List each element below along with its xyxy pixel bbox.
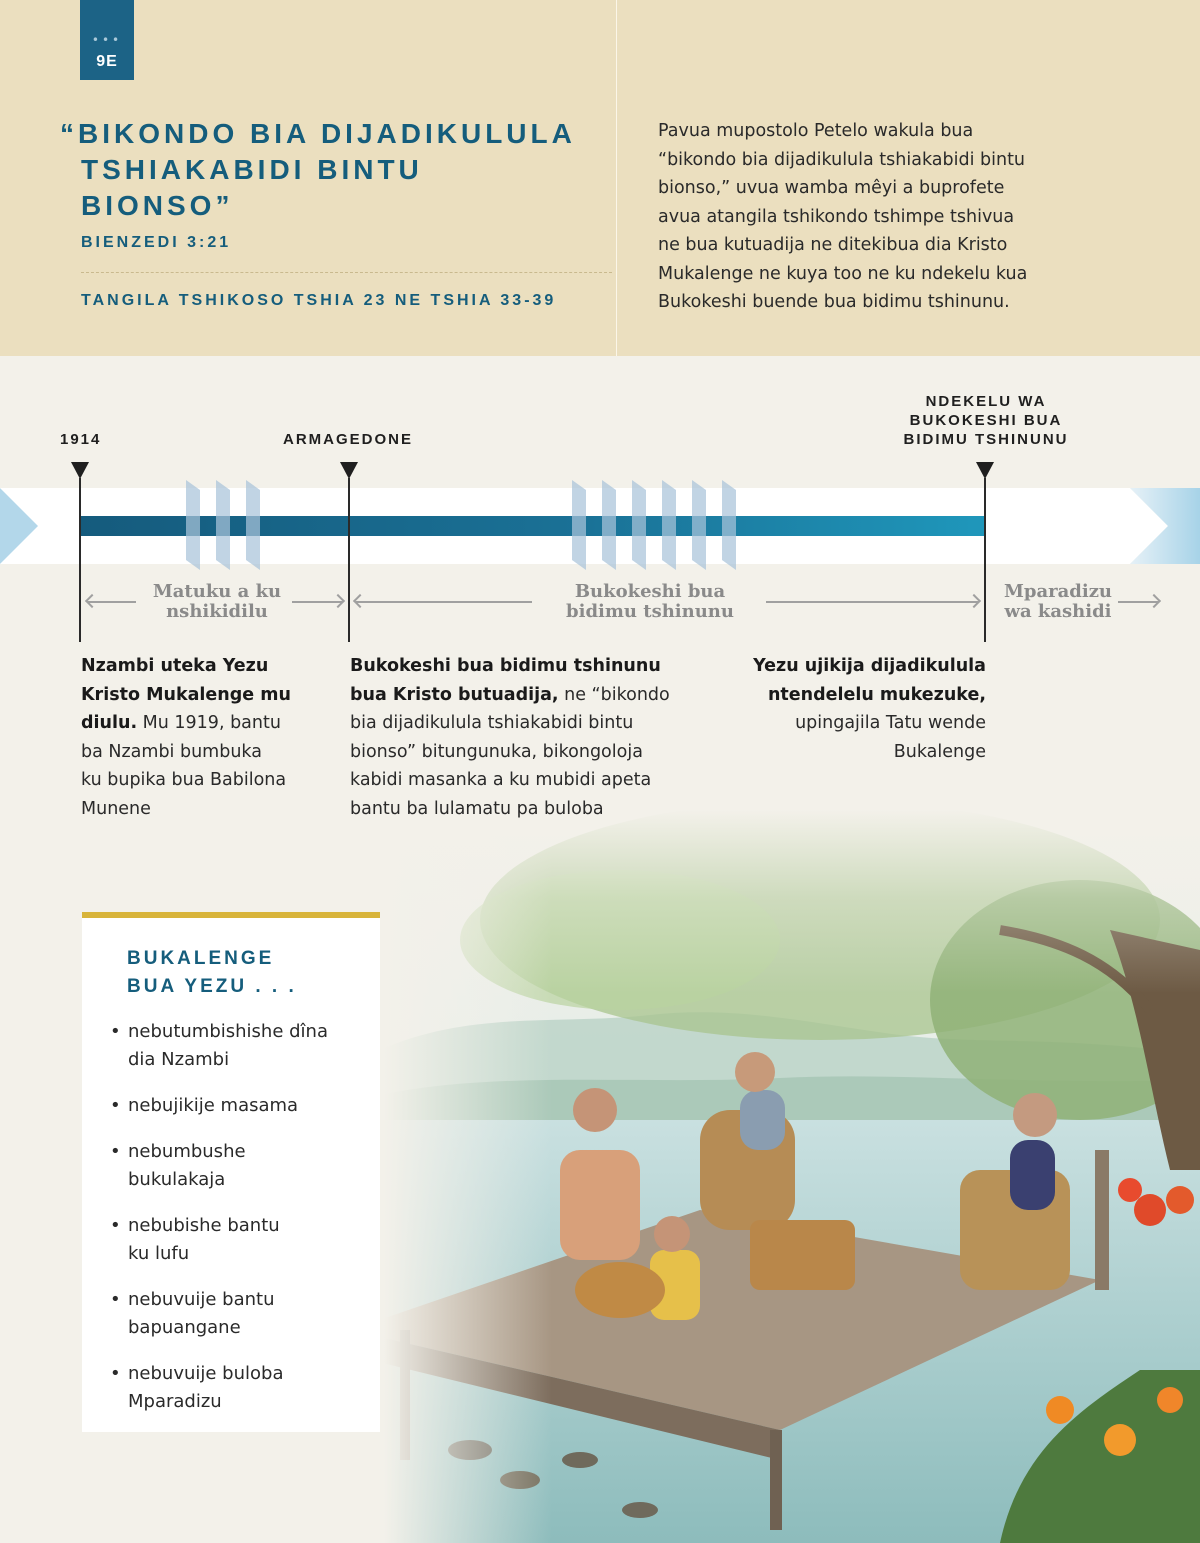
period-arrow-left-icon — [88, 601, 136, 603]
list-item-line: • nebutumbishishe dîna — [128, 1021, 328, 1042]
period-label-line: wa kashidi — [1004, 601, 1112, 622]
event-end-description — [720, 652, 986, 766]
marker-label-line: BIDIMU TSHINUNU — [903, 431, 1069, 448]
list-item — [110, 1018, 370, 1074]
header-panel — [0, 0, 1200, 356]
reading-reference: TANGILA TSHIKOSO TSHIA 23 NE TSHIA 33-39 — [81, 292, 557, 309]
list-item-line: • nebuvuije buloba — [128, 1363, 284, 1384]
list-item-line: ku lufu — [128, 1243, 190, 1264]
marker-armagedone-line — [348, 478, 350, 642]
list-item — [110, 1092, 370, 1120]
marker-1914-line — [79, 478, 81, 642]
event-text: Mu 1919, bantu — [137, 713, 281, 733]
event-text: ku bupika bua Babilona — [81, 770, 287, 790]
period-arrow-left-icon — [356, 601, 532, 603]
event-text: Bukalenge — [893, 741, 986, 762]
intro-line: Pavua mupostolo Petelo wakula bua — [658, 121, 974, 141]
intro-line: ne bua kutuadija ne ditekibua dia Kristo — [658, 235, 1008, 255]
page-title-line: TSHIAKABIDI BINTU — [81, 154, 423, 185]
marker-label-1914: 1914 — [60, 431, 102, 448]
intro-line: bionso,” uvua wamba mêyi a buprofete — [658, 178, 1005, 198]
list-item-line: • nebumbushe — [128, 1141, 246, 1162]
section-tab — [80, 0, 134, 80]
zigzag-break-left — [186, 480, 260, 570]
event-bold-text: bua Kristo butuadija, — [350, 684, 559, 705]
period-label-line: Mparadizu — [1003, 581, 1113, 602]
event-1914-description — [81, 652, 331, 823]
list-item-line: bapuangane — [128, 1317, 241, 1338]
period-label-line: bidimu tshinunu — [566, 601, 734, 622]
page-title-line: BIONSO” — [81, 190, 234, 221]
event-text: Munene — [81, 798, 151, 819]
list-item — [110, 1286, 370, 1342]
kingdom-box-title — [127, 945, 297, 1001]
event-bold-text: Kristo Mukalenge mu — [81, 684, 291, 705]
event-text: bionso” bitungunuka, bikongoloja — [350, 741, 643, 762]
page-title — [60, 116, 580, 224]
marker-label-end-millennium — [880, 392, 1092, 449]
list-item-line: • nebuvuije bantu — [128, 1289, 275, 1310]
timeline-bar — [80, 516, 985, 536]
marker-label-armagedone: ARMAGEDONE — [283, 431, 414, 448]
marker-1914-triangle-icon — [71, 462, 89, 479]
event-text: upingajila Tatu wende — [795, 713, 986, 733]
section-tab-label: 9E — [96, 53, 118, 70]
marker-label-line: BUKOKESHI BUA — [909, 412, 1063, 429]
period-label-line: nshikidilu — [166, 601, 268, 622]
list-item-line: • nebubishe bantu — [128, 1215, 280, 1236]
event-text: ne “bikondo — [558, 684, 670, 705]
intro-paragraph — [658, 117, 1078, 317]
period-label-line: Matuku a ku — [152, 581, 282, 602]
kingdom-box — [82, 912, 380, 1432]
event-armagedone-description — [350, 652, 710, 823]
period-arrow-right-icon — [1118, 601, 1158, 603]
list-item — [110, 1138, 370, 1194]
event-bold-text: Bukokeshi bua bidimu tshinunu — [350, 656, 661, 676]
event-text: kabidi masanka a ku mubidi apeta — [350, 770, 652, 790]
page-title-line: “BIKONDO BIA DIJADIKULULA — [60, 118, 576, 149]
intro-line: avua atangila tshikondo tshimpe tshivua — [658, 206, 1015, 227]
period-paradise — [996, 582, 1120, 622]
event-bold-text: diulu. — [81, 713, 138, 733]
list-item-line: bukulakaja — [128, 1169, 226, 1190]
intro-line: “bikondo bia dijadikulula tshiakabidi bintu — [658, 149, 1026, 170]
event-bold-text: Nzambi uteka Yezu — [81, 656, 269, 676]
dashed-divider — [81, 272, 612, 273]
kingdom-list — [110, 1018, 370, 1434]
scripture-reference: BIENZEDI 3:21 — [81, 234, 232, 251]
list-item-line: Mparadizu — [128, 1391, 222, 1412]
period-label-line: Bukokeshi bua — [574, 581, 726, 602]
list-item — [110, 1360, 370, 1416]
intro-line: Mukalenge ne kuya too ne ku ndekelu kua — [658, 263, 1028, 284]
kingdom-box-title-line: BUKALENGE — [127, 948, 275, 969]
period-millennium — [540, 582, 760, 622]
marker-label-line: NDEKELU WA — [925, 393, 1047, 410]
event-bold-text: ntendelelu mukezuke, — [767, 684, 986, 705]
event-text: ba Nzambi bumbuka — [81, 741, 262, 762]
ellipsis-icon: ••• — [91, 33, 123, 47]
marker-armagedone-triangle-icon — [340, 462, 358, 479]
event-text: bantu ba lulamatu pa buloba — [350, 798, 604, 819]
list-item-line: dia Nzambi — [128, 1049, 230, 1070]
header-divider — [616, 0, 617, 356]
list-item-line: • nebujikije masama — [128, 1095, 299, 1116]
kingdom-box-title-line: BUA YEZU . . . — [127, 976, 297, 997]
list-item — [110, 1212, 370, 1268]
period-last-days — [140, 582, 294, 622]
timeline-band — [0, 478, 1200, 574]
period-arrow-right-icon — [766, 601, 978, 603]
marker-end-line — [984, 478, 986, 642]
intro-line: Bukokeshi buende bua bidimu tshinunu. — [658, 292, 1010, 312]
period-arrow-right-icon — [292, 601, 342, 603]
event-text: bia dijadikulula tshiakabidi bintu — [350, 713, 634, 733]
marker-end-triangle-icon — [976, 462, 994, 479]
event-bold-text: Yezu ujikija dijadikulula — [753, 656, 986, 676]
